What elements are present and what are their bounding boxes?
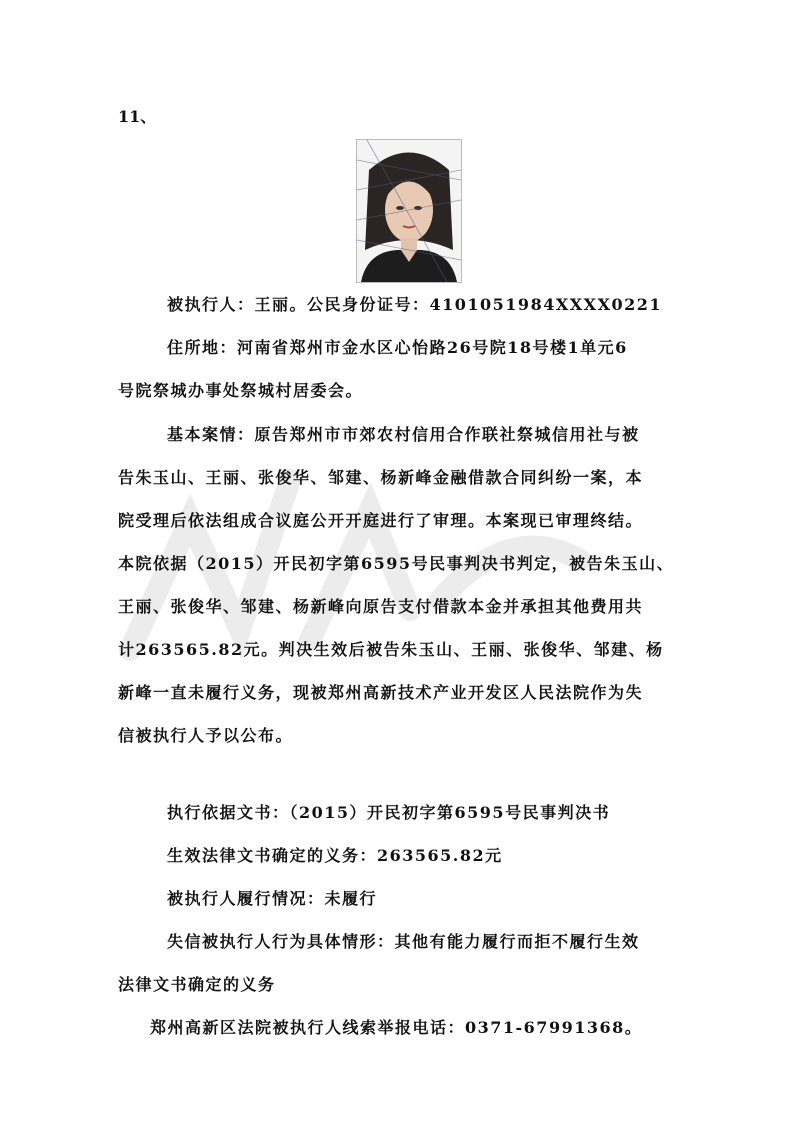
address-line-1: 住所地：河南省郑州市金水区心怡路26号院18号楼1单元6 [167,338,628,357]
dishonest-behavior-line-2: 法律文书确定的义务 [118,975,276,994]
performance-status-line: 被执行人履行情况：未履行 [167,889,378,908]
case-line-6: 计263565.82元。判决生效后被告朱玉山、王丽、张俊华、邹建、杨 [118,640,664,659]
case-line-8: 信被执行人予以公布。 [118,726,294,745]
case-line-3: 院受理后依法组成合议庭公开开庭进行了审理。本案现已审理终结。 [118,511,644,530]
case-line-4: 本院依据（2015）开民初字第6595号民事判决书判定，被告朱玉山、 [118,554,675,573]
basis-document-line: 执行依据文书：（2015）开民初字第6595号民事判决书 [167,803,611,822]
portrait-photo [356,139,462,283]
case-line-5: 王丽、张俊华、邹建、杨新峰向原告支付借款本金并承担其他费用共 [118,597,644,616]
respondent-line: 被执行人：王丽。公民身份证号：4101051984XXXX0221 [167,295,663,314]
case-line-2: 告朱玉山、王丽、张俊华、邹建、杨新峰金融借款合同纠纷一案，本 [118,468,644,487]
report-phone-line: 郑州高新区法院被执行人线索举报电话：0371-67991368。 [150,1018,643,1037]
case-line-7: 新峰一直未履行义务，现被郑州高新技术产业开发区人民法院作为失 [118,683,644,702]
address-line-2: 号院祭城办事处祭城村居委会。 [118,381,364,400]
item-number: 11、 [118,107,157,126]
dishonest-behavior-line-1: 失信被执行人行为具体情形：其他有能力履行而拒不履行生效 [167,932,640,951]
obligation-line: 生效法律文书确定的义务：263565.82元 [167,846,503,865]
case-line-1: 基本案情：原告郑州市市郊农村信用合作联社祭城信用社与被 [167,425,640,444]
